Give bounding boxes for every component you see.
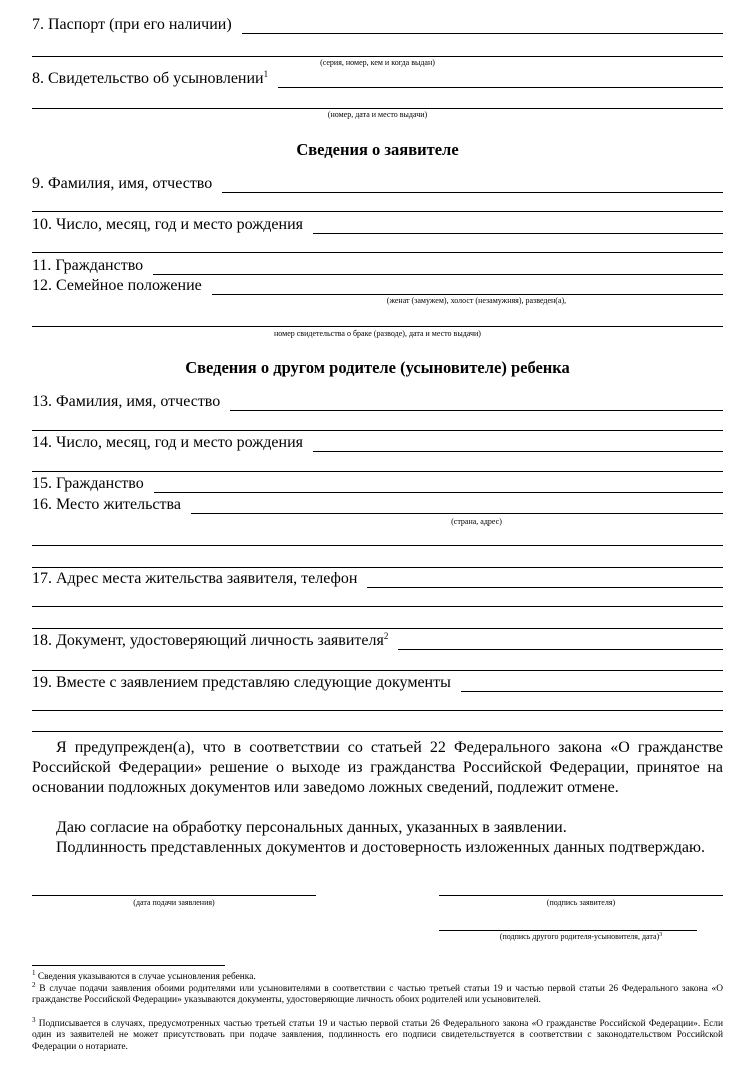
field-applicant-name: [32, 174, 723, 193]
field-applicant-marital-caption-1: (женат (замужем), холост (незамужняя), разведен(а),: [386, 296, 567, 305]
field-applicant-name-line[interactable]: [222, 177, 723, 193]
field-applicant-marital-line[interactable]: [212, 279, 723, 295]
signature-other-line[interactable]: [439, 930, 697, 931]
field-other-name: [32, 392, 723, 411]
signature-other-caption: (подпись другого родителя-усыновителя, дата)$^3$: [499, 932, 663, 941]
field-applicant-address-label: 17. Адрес места жительства заявителя, телефон: [32, 570, 358, 587]
field-passport-caption: (серия, номер, кем и когда выдан): [320, 58, 435, 67]
field-applicant-address-line-3[interactable]: [32, 628, 723, 629]
field-documents-label: 19. Вместе с заявлением представляю следующие документы: [32, 674, 451, 691]
field-adoption-cert-line-2[interactable]: [32, 108, 723, 109]
field-applicant-marital-label: 12. Семейное положение: [32, 277, 202, 294]
statement-consent: Даю согласие на обработку персональных данных, указанных в заявлении.: [56, 819, 567, 836]
field-documents-line-2[interactable]: [32, 710, 723, 711]
field-other-residence-label: 16. Место жительства: [32, 496, 181, 513]
field-other-residence: [32, 495, 723, 514]
field-other-residence-line-3[interactable]: [32, 567, 723, 568]
field-applicant-birth-line-2[interactable]: [32, 252, 723, 253]
field-other-name-label: 13. Фамилия, имя, отчество: [32, 393, 221, 410]
signature-applicant-caption: (подпись заявителя): [546, 898, 616, 907]
field-applicant-address-line-2[interactable]: [32, 606, 723, 607]
field-applicant-name-line-2[interactable]: [32, 211, 723, 212]
footnote-1: $^1$ Сведения указываются в случае усыновления ребенка.: [32, 969, 256, 982]
signature-applicant-line[interactable]: [439, 895, 723, 896]
field-other-citizenship: [32, 474, 723, 493]
footnote-separator: [32, 965, 225, 966]
field-applicant-marital-line-2[interactable]: [32, 326, 723, 327]
field-adoption-cert-line[interactable]: [278, 72, 723, 88]
field-passport-label: 7. Паспорт (при его наличии): [32, 16, 232, 33]
field-applicant-id-doc-line[interactable]: [398, 634, 723, 650]
field-other-birth-label: 14. Число, месяц, год и место рождения: [32, 434, 303, 451]
field-applicant-id-doc-line-2[interactable]: [32, 670, 723, 671]
field-other-birth: [32, 433, 723, 452]
field-other-citizenship-label: 15. Гражданство: [32, 475, 144, 492]
statement-authenticity: Подлинность представленных документов и достоверность изложенных данных подтверждаю.: [56, 839, 705, 856]
field-applicant-id-doc-label: 18. Документ, удостоверяющий личность заявителя$^2$: [32, 631, 389, 649]
field-adoption-cert-label: 8. Свидетельство об усыновлении$^1$: [32, 69, 269, 87]
section-heading-other-parent: Сведения о другом родителе (усыновителе) ребенка: [185, 358, 570, 377]
field-applicant-citizenship-line[interactable]: [153, 259, 723, 275]
field-adoption-cert: [32, 69, 723, 88]
statement-warning: Я предупрежден(а), что в соответствии со статьей 22 Федерального закона «О гражданстве Российской Федерации» решение о выходе из гражданства Российской Федерации, принятое на основании подложных документов или заведомо ложных сведений, подлежит отмене.: [32, 739, 723, 796]
field-passport-line-2[interactable]: [32, 56, 723, 57]
field-applicant-marital: [32, 276, 723, 295]
field-adoption-cert-caption: (номер, дата и место выдачи): [327, 110, 428, 119]
section-heading-applicant: Сведения о заявителе: [296, 140, 459, 159]
field-documents-line-3[interactable]: [32, 731, 723, 732]
footnote-ref-1: 1: [263, 69, 269, 79]
field-applicant-birth: [32, 215, 723, 234]
field-applicant-name-label: 9. Фамилия, имя, отчество: [32, 175, 213, 192]
field-other-birth-line-2[interactable]: [32, 471, 723, 472]
signature-date-caption: (дата подачи заявления): [133, 898, 215, 907]
signature-date-line[interactable]: [32, 895, 316, 896]
footnote-2: $^2$ В случае подачи заявления обоими родителями или усыновителями в соответствии с частью третьей статьи 19 и частью первой статьи 26 Федерального закона «О гражданстве Российской Федерации» указываются документы, удостоверяющие личность обоих родителей или усыновителей.: [32, 981, 723, 1006]
field-other-name-line[interactable]: [230, 395, 723, 411]
field-applicant-address: [32, 569, 723, 588]
field-passport-line[interactable]: [242, 18, 723, 34]
field-other-birth-line[interactable]: [313, 436, 723, 452]
field-other-residence-line[interactable]: [191, 498, 723, 514]
field-applicant-id-doc: [32, 631, 723, 650]
field-applicant-citizenship-label: 11. Гражданство: [32, 257, 144, 274]
field-passport: [32, 15, 723, 34]
field-applicant-marital-caption-2: номер свидетельства о браке (разводе), дата и место выдачи): [274, 329, 481, 338]
field-applicant-birth-label: 10. Число, месяц, год и место рождения: [32, 216, 303, 233]
field-other-residence-caption: (страна, адрес): [451, 517, 502, 526]
field-applicant-citizenship: [32, 256, 723, 275]
field-applicant-address-line[interactable]: [367, 572, 723, 588]
footnote-ref-3: 3: [659, 932, 663, 938]
field-other-name-line-2[interactable]: [32, 430, 723, 431]
field-documents-line[interactable]: [461, 676, 723, 692]
field-applicant-birth-line[interactable]: [313, 218, 723, 234]
field-other-residence-line-2[interactable]: [32, 545, 723, 546]
field-other-citizenship-line[interactable]: [154, 477, 723, 493]
field-documents: [32, 673, 723, 692]
footnote-ref-2: 2: [383, 631, 389, 641]
footnote-3: $^3$ Подписывается в случаях, предусмотренных частью третьей статьи 19 и частью первой статьи 26 Федерального закона «О гражданстве Российской Федерации». Если один из заявителей не может присутствовать при подаче заявления, подлинность его подписи свидетельствуется в соответствии с законодательством Российской Федерации о нотариате.: [32, 1016, 723, 1052]
